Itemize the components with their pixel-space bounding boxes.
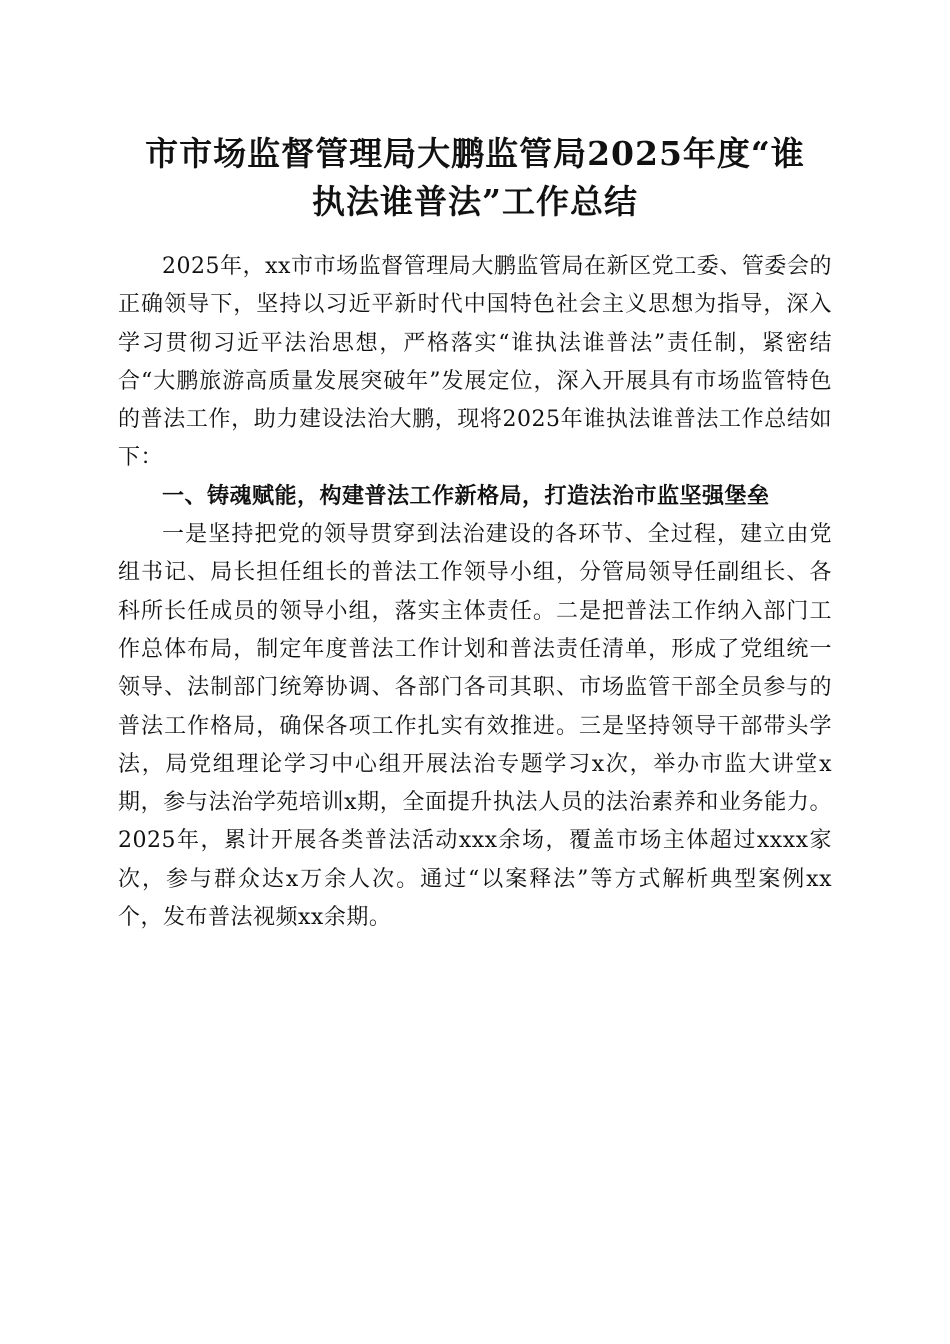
document-title	[118, 130, 832, 226]
document-body	[118, 248, 832, 937]
section-1-paragraph: 一是坚持把党的领导贯穿到法治建设的各环节、全过程，建立由党组书记、局长担任组长的普法工作领导小组，分管局领导任副组长、各科所长任成员的领导小组，落实主体责任。二是把普法工作纳入部门工作总体布局，制定年度普法工作计划和普法责任清单，形成了党组统一领导、法制部门统筹协调、各部门各司其职、市场监管干部全员参与的普法工作格局，确保各项工作扎实有效推进。三是坚持领导干部带头学法，局党组理论学习中心组开展法治专题学习x次，举办市监大讲堂x期，参与法治学苑培训x期，全面提升执法人员的法治素养和业务能力。2025年，累计开展各类普法活动xxx余场，覆盖市场主体超过xxxx家次，参与群众达x万余人次。通过“以案释法”等方式解析典型案例xx个，发布普法视频xx余期。	[118, 522, 832, 931]
title-line-1: 市市场监督管理局大鹏监管局2025年度“谁	[145, 134, 805, 173]
section-1-heading: 一、铸魂赋能，构建普法工作新格局，打造法治市监坚强堡垒	[162, 483, 770, 509]
title-line-2: 执法谁普法”工作总结	[312, 182, 638, 221]
intro-paragraph: 2025年，xx市市场监督管理局大鹏监管局在新区党工委、管委会的正确领导下，坚持以习近平新时代中国特色社会主义思想为指导，深入学习贯彻习近平法治思想，严格落实“谁执法谁普法”责任制，紧密结合“大鹏旅游高质量发展突破年”发展定位，深入开展具有市场监管特色的普法工作，助力建设法治大鹏，现将2025年谁执法谁普法工作总结如下：	[118, 254, 832, 471]
